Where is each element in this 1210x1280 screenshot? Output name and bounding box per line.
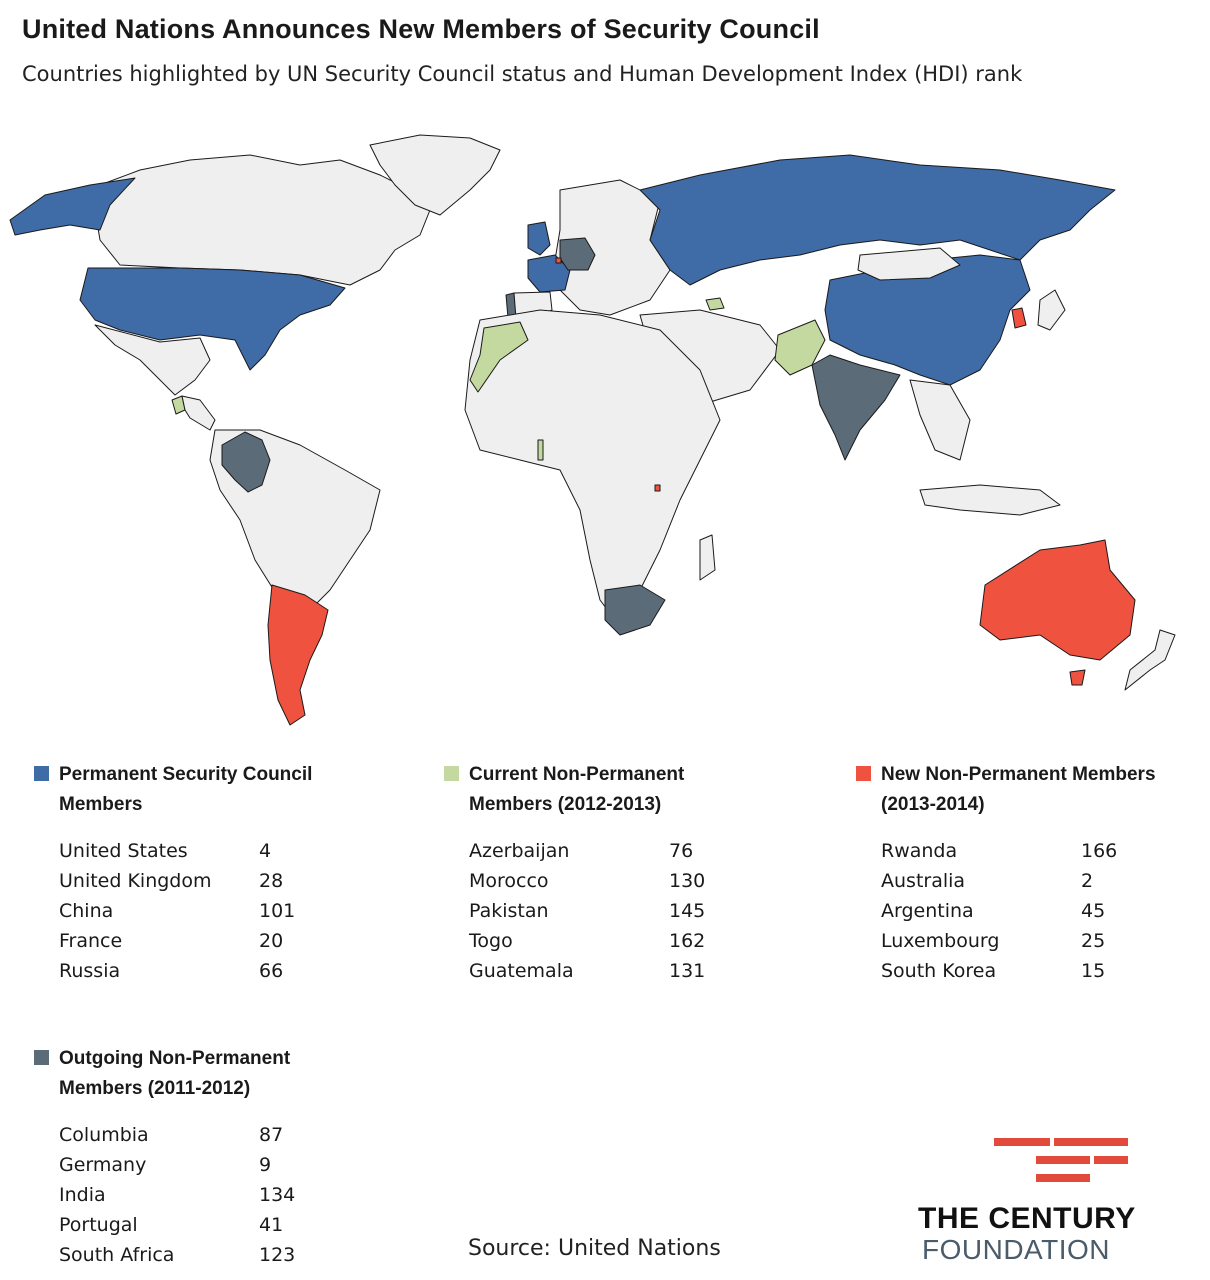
hdi-rank: 41: [259, 1214, 284, 1236]
century-foundation-logo: [918, 1136, 1138, 1265]
hdi-rank: 76: [669, 840, 694, 862]
map-australia: [980, 540, 1135, 660]
map-india: [812, 355, 900, 460]
country-name: Columbia: [59, 1124, 149, 1146]
map-se-asia: [910, 380, 970, 460]
legend-row: [469, 866, 774, 896]
map-luxembourg: [556, 258, 561, 263]
legend-rows-current: [469, 836, 774, 986]
country-name: Argentina: [881, 900, 974, 922]
legend-new: [856, 760, 1186, 986]
hdi-rank: 15: [1081, 960, 1106, 982]
map-uk: [528, 222, 550, 255]
legend-row: [469, 896, 774, 926]
legend-row: [881, 896, 1186, 926]
map-indonesia: [920, 485, 1060, 515]
hdi-rank: 123: [259, 1244, 296, 1266]
map-canada: [95, 155, 430, 285]
logo-text-line2: FOUNDATION: [922, 1234, 1111, 1265]
country-name: France: [59, 930, 123, 952]
legend-row: [59, 1180, 364, 1210]
map-south-africa: [605, 585, 665, 635]
page-subtitle: Countries highlighted by UN Security Council status and Human Development Index (HDI) rank: [22, 62, 1023, 86]
hdi-rank: 25: [1081, 930, 1106, 952]
legend-row: [469, 836, 774, 866]
hdi-rank: 101: [259, 900, 296, 922]
legend-row: [469, 956, 774, 986]
country-name: Azerbaijan: [469, 840, 570, 862]
legend-title-current: Current Non-Permanent Members (2012-2013): [469, 764, 685, 815]
hdi-rank: 130: [669, 870, 706, 892]
legend-row: [881, 836, 1186, 866]
legend-row: [59, 1240, 364, 1270]
map-togo: [538, 440, 543, 460]
swatch-permanent: [34, 766, 49, 781]
legend-row: [59, 866, 364, 896]
legend-row: [59, 1120, 364, 1150]
map-central-america: [182, 396, 215, 430]
hdi-rank: 131: [669, 960, 706, 982]
country-name: South Korea: [881, 960, 997, 982]
country-name: Russia: [59, 960, 121, 982]
legend-rows-permanent: [59, 836, 364, 986]
legend-row: [881, 866, 1186, 896]
hdi-rank: 2: [1081, 870, 1094, 892]
country-name: United Kingdom: [59, 870, 212, 892]
legend-row: [59, 896, 364, 926]
swatch-new: [856, 766, 871, 781]
legend-row: [59, 956, 364, 986]
map-madagascar: [700, 535, 715, 580]
swatch-outgoing: [34, 1050, 49, 1065]
legend-row: [59, 926, 364, 956]
hdi-rank: 87: [259, 1124, 284, 1146]
country-name: Rwanda: [881, 840, 958, 862]
map-tasmania: [1070, 670, 1085, 685]
country-name: Guatemala: [469, 960, 574, 982]
map-azerbaijan: [706, 298, 724, 310]
hdi-rank: 162: [669, 930, 706, 952]
country-name: Pakistan: [469, 900, 549, 922]
country-name: Morocco: [469, 870, 549, 892]
legend-title-permanent: Permanent Security Council Members: [59, 764, 313, 815]
source-note: Source: United Nations: [468, 1236, 721, 1261]
logo-bars-icon: [918, 1136, 1128, 1196]
legend-row: [59, 1210, 364, 1240]
country-name: United States: [59, 840, 188, 862]
legend-title-outgoing: Outgoing Non-Permanent Members (2011-2012): [59, 1048, 291, 1099]
legend-rows-outgoing: [59, 1120, 364, 1270]
legend-row: [59, 836, 364, 866]
legend-row: [469, 926, 774, 956]
page-title: United Nations Announces New Members of Security Council: [22, 14, 820, 44]
world-map: [0, 130, 1210, 740]
country-name: Portugal: [59, 1214, 138, 1236]
map-rwanda: [655, 485, 660, 491]
map-south-korea: [1012, 308, 1026, 328]
map-usa: [80, 268, 345, 370]
country-name: South Africa: [59, 1244, 175, 1266]
logo-text-line1: THE CENTURY: [918, 1202, 1136, 1235]
country-name: Australia: [881, 870, 966, 892]
map-japan: [1038, 290, 1065, 330]
hdi-rank: 66: [259, 960, 284, 982]
hdi-rank: 9: [259, 1154, 272, 1176]
legend-row: [881, 956, 1186, 986]
legend-rows-new: [881, 836, 1186, 986]
legend-outgoing: [34, 1044, 364, 1270]
swatch-current: [444, 766, 459, 781]
hdi-rank: 134: [259, 1184, 296, 1206]
legend-title-new: New Non-Permanent Members (2013-2014): [881, 764, 1156, 815]
country-name: India: [59, 1184, 106, 1206]
country-name: China: [59, 900, 114, 922]
hdi-rank: 20: [259, 930, 284, 952]
country-name: Luxembourg: [881, 930, 1000, 952]
country-name: Togo: [469, 930, 513, 952]
hdi-rank: 166: [1081, 840, 1118, 862]
hdi-rank: 4: [259, 840, 272, 862]
legend-row: [881, 926, 1186, 956]
hdi-rank: 28: [259, 870, 284, 892]
map-argentina: [268, 585, 328, 725]
legend-permanent: [34, 760, 364, 986]
hdi-rank: 145: [669, 900, 706, 922]
legend-current: [444, 760, 774, 986]
legend-row: [59, 1150, 364, 1180]
hdi-rank: 45: [1081, 900, 1106, 922]
map-new-zealand: [1125, 630, 1175, 690]
country-name: Germany: [59, 1154, 147, 1176]
